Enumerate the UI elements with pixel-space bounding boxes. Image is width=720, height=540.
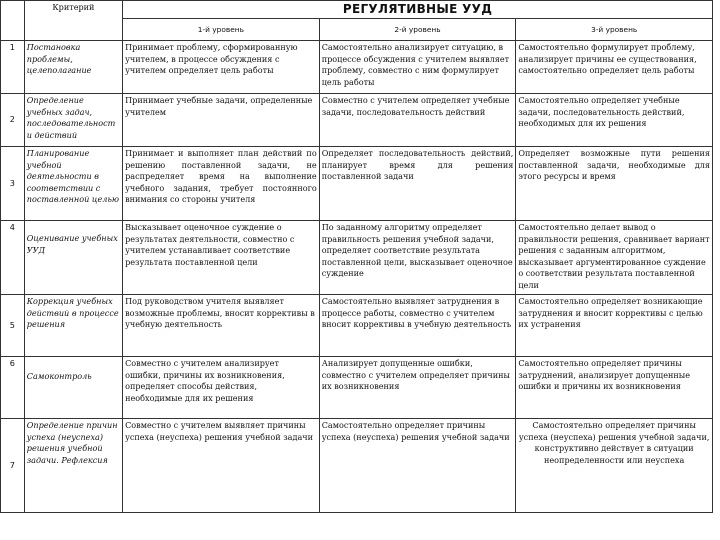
row-criterion: Постановка проблемы, целеполагание (24, 41, 122, 94)
header-row (1, 1, 713, 19)
row-number: 4 (1, 221, 25, 295)
row-level-2: Анализирует допущенные ошибки, совместно с учителем определяет причины их возникновения (319, 357, 516, 419)
row-criterion: Коррекция учебных действий в процессе решения (24, 295, 122, 357)
row-criterion: Планирование учебной деятельности в соответствии с поставленной целью (24, 147, 122, 221)
row-criterion: Определение причин успеха (неуспеха) решения учебной задачи. Рефлексия (24, 419, 122, 513)
row-level-1: Совместно с учителем выявляет причины успеха (неуспеха) решения учебной задачи (123, 419, 320, 513)
row-criterion: Самоконтроль (24, 357, 122, 419)
row-level-1: Принимает и выполняет план действий по решению поставленной задачи, не распределяет время на выполнение учебного задания, требует постоянного внимания со стороны учителя (123, 147, 320, 221)
row-level-2: По заданному алгоритму определяет правильность решения учебной задачи, определяет соответствие результата поставленной цели, высказывает оценочное суждение (319, 221, 516, 295)
row-level-2: Самостоятельно выявляет затруднения в процессе работы, совместно с учителем вносит коррективы в учебную деятельность (319, 295, 516, 357)
row-level-3: Самостоятельно определяет учебные задачи, последовательность действий, необходимых для их решения (516, 94, 713, 147)
criterion-header: Критерий (24, 1, 122, 41)
level-2-header: 2-й уровень (319, 19, 516, 41)
level-1-header: 1-й уровень (123, 19, 320, 41)
row-number: 3 (1, 147, 25, 221)
row-level-1: Совместно с учителем анализирует ошибки, причины их возникновения, определяет способы действия, необходимые для их решения (123, 357, 320, 419)
row-level-1: Принимает учебные задачи, определенные учителем (123, 94, 320, 147)
row-number: 7 (1, 419, 25, 513)
row-level-1: Высказывает оценочное суждение о результатах деятельности, совместно с учителем устанавливает соответствие результата поставленной цели (123, 221, 320, 295)
row-level-2: Совместно с учителем определяет учебные задачи, последовательность действий (319, 94, 516, 147)
row-level-2: Определяет последовательность действий, планирует время для решения поставленной задачи (319, 147, 516, 221)
table-row (1, 295, 713, 357)
row-number: 1 (1, 41, 25, 94)
row-level-3: Определяет возможные пути решения поставленной задачи, необходимые для этого ресурсы и время (516, 147, 713, 221)
row-level-2: Самостоятельно анализирует ситуацию, в процессе обсуждения с учителем выявляет проблему, совместно с ним формулирует цель работы (319, 41, 516, 94)
row-level-3: Самостоятельно делает вывод о правильности решения, сравнивает вариант решения с заданным алгоритмом, высказывает аргументированное суждение о соответствии результата поставленной цели (516, 221, 713, 295)
row-criterion: Оценивание учебных УУД (24, 221, 122, 295)
row-number: 6 (1, 357, 25, 419)
table-row (1, 357, 713, 419)
header-blank-cell (1, 1, 25, 41)
row-level-3: Самостоятельно определяет причины затруднений, анализирует допущенные ошибки и причины их возникновения (516, 357, 713, 419)
row-number: 5 (1, 295, 25, 357)
table-row (1, 419, 713, 513)
table-row (1, 147, 713, 221)
row-level-3: Самостоятельно определяет причины успеха (неуспеха) решения учебной задачи, конструктивно действует в ситуации неопределенности или неуспеха (516, 419, 713, 513)
row-criterion: Определение учебных задач, последовательност и действий (24, 94, 122, 147)
row-number: 2 (1, 94, 25, 147)
row-level-2: Самостоятельно определяет причины успеха (неуспеха) решения учебной задачи (319, 419, 516, 513)
table-row (1, 221, 713, 295)
row-level-1: Принимает проблему, сформированную учителем, в процессе обсуждения с учителем определяет цель работы (123, 41, 320, 94)
table-title: РЕГУЛЯТИВНЫЕ УУД (123, 1, 713, 19)
row-level-3: Самостоятельно формулирует проблему, анализирует причины ее существования, самостоятельно определяет цель работы (516, 41, 713, 94)
row-level-3: Самостоятельно определяет возникающие затруднения и вносит коррективы с целью их устранения (516, 295, 713, 357)
table-row (1, 94, 713, 147)
level-3-header: 3-й уровень (516, 19, 713, 41)
table-row (1, 41, 713, 94)
row-level-1: Под руководством учителя выявляет возможные проблемы, вносит коррективы в учебную деятельность (123, 295, 320, 357)
